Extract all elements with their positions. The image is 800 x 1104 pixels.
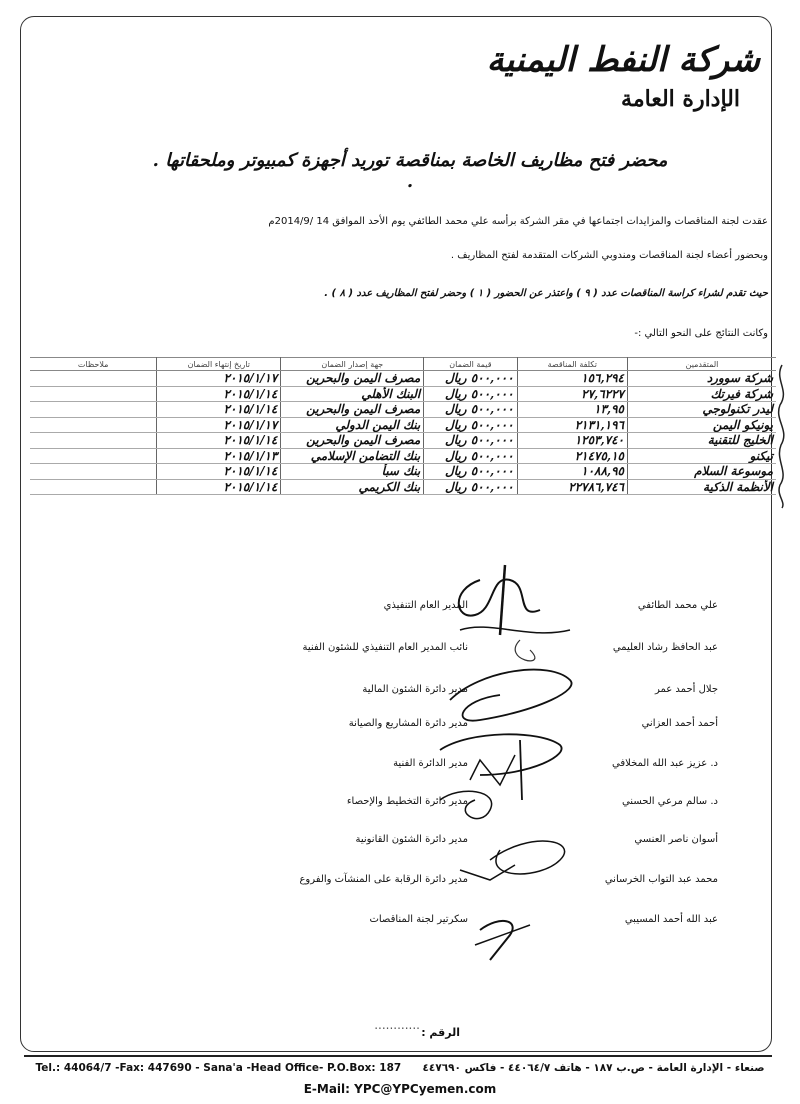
table-row bbox=[30, 402, 776, 418]
signatory-title: مدير الدائرة الفنية bbox=[393, 758, 468, 769]
cell: ٢٠١٥/١/١٣ bbox=[157, 448, 281, 464]
signatory-name: د. سالم مرعي الحسني bbox=[621, 796, 718, 807]
cell: بنك سبأ bbox=[281, 464, 424, 480]
cell bbox=[30, 386, 157, 402]
cell: شركة سوورد bbox=[628, 371, 777, 387]
signatory-title: مدير دائرة الرقابة على المنشآت والفروع bbox=[299, 874, 468, 885]
signatory-name: أحمد أحمد العزاني bbox=[641, 718, 718, 729]
margin-scribble-icon bbox=[772, 360, 792, 510]
cell: ٢٠١٥/١/١٧ bbox=[157, 417, 281, 433]
cell: ٢١٤٧٥,١٥ bbox=[517, 448, 627, 464]
cell bbox=[30, 371, 157, 387]
cell: ٥٠٠,٠٠٠ ريال bbox=[424, 448, 517, 464]
table-row bbox=[30, 386, 776, 402]
cell bbox=[30, 417, 157, 433]
cell: شركة فيرتك bbox=[628, 386, 777, 402]
col-cost: تكلفة المناقصة bbox=[517, 358, 627, 371]
paragraph-attendance: وبحضور أعضاء لجنة المناقصات ومندوبي الشركات المتقدمة لفتح المظاريف . bbox=[450, 250, 768, 261]
cell: ٥٠٠,٠٠٠ ريال bbox=[424, 386, 517, 402]
cell: ١٢٥٣,٧٤٠ bbox=[517, 433, 627, 449]
cell: يونيكو اليمن bbox=[628, 417, 777, 433]
cell: ٢٠١٥/١/١٤ bbox=[157, 479, 281, 495]
footer-english: Tel.: 44064/7 -Fax: 447690 - Sana'a -Head Office- P.O.Box: 187 bbox=[35, 1062, 402, 1074]
cell: ٢٠١٥/١/١٧ bbox=[157, 371, 281, 387]
cell: الخليج للتقنية bbox=[628, 433, 777, 449]
signatory-name: علي محمد الطائفي bbox=[637, 600, 718, 611]
cell: بنك الكريمي bbox=[281, 479, 424, 495]
signatory-title: مدير دائرة الشئون المالية bbox=[362, 684, 468, 695]
cell: ٢٧,٦٢٢٧ bbox=[517, 386, 627, 402]
table-row bbox=[30, 417, 776, 433]
cell: مصرف اليمن والبحرين bbox=[281, 433, 424, 449]
col-guarantee-issuer: جهة إصدار الضمان bbox=[281, 358, 424, 371]
signatory-title: المدير العام التنفيذي bbox=[383, 600, 468, 611]
cell: ٢٠١٥/١/١٤ bbox=[157, 464, 281, 480]
cell: موسوعة السلام bbox=[628, 464, 777, 480]
table-row bbox=[30, 464, 776, 480]
table-row bbox=[30, 433, 776, 449]
cell: البنك الأهلي bbox=[281, 386, 424, 402]
signatory-title: مدير دائرة التخطيط والإحصاء bbox=[346, 796, 468, 807]
paragraph-meeting: عقدت لجنة المناقصات والمزايدات اجتماعها في مقر الشركة برأسه علي محمد الطائفي يوم الأحد الموافق 14 /2014/9م bbox=[268, 216, 768, 227]
department-name: الإدارة العامة bbox=[621, 86, 740, 112]
cell: بنك التضامن الإسلامي bbox=[281, 448, 424, 464]
signatory-name: عبد الله أحمد المسيبي bbox=[624, 914, 718, 925]
signatory-title: نائب المدير العام التنفيذي للشئون الفنية bbox=[302, 642, 468, 653]
table-row bbox=[30, 371, 776, 387]
handwritten-signature-icon bbox=[420, 560, 590, 980]
cell: ٢٠١٥/١/١٤ bbox=[157, 433, 281, 449]
cell bbox=[30, 448, 157, 464]
cell: تيكنو bbox=[628, 448, 777, 464]
footer-contact bbox=[10, 1062, 790, 1074]
cell: ٥٠٠,٠٠٠ ريال bbox=[424, 479, 517, 495]
cell bbox=[30, 479, 157, 495]
cell: ٢١٣١,١٩٦ bbox=[517, 417, 627, 433]
cell: ١٥٦,٢٩٤ bbox=[517, 371, 627, 387]
cell: ٥٠٠,٠٠٠ ريال bbox=[424, 464, 517, 480]
reference-number-label: الرقم : bbox=[421, 1026, 460, 1039]
footer-arabic: صنعاء - الإدارة العامة - ص.ب ١٨٧ - هاتف ٤٤٠٦٤/٧ - فاكس ٤٤٧٦٩٠ bbox=[422, 1062, 765, 1074]
cell: بنك اليمن الدولي bbox=[281, 417, 424, 433]
signatory-name: محمد عبد التواب الخرساني bbox=[604, 874, 718, 885]
cell: ٥٠٠,٠٠٠ ريال bbox=[424, 371, 517, 387]
cell bbox=[30, 464, 157, 480]
cell: ٥٠٠,٠٠٠ ريال bbox=[424, 402, 517, 418]
table-row bbox=[30, 479, 776, 495]
footer-divider bbox=[24, 1055, 772, 1057]
cell: ٢٢٧٨٦,٧٤٦ bbox=[517, 479, 627, 495]
cell: ١٣,٩٥ bbox=[517, 402, 627, 418]
document-subject: محضر فتح مظاريف الخاصة بمناقصة توريد أجهزة كمبيوتر وملحقاتها . . bbox=[152, 150, 668, 192]
signatory-name: د. عزيز عبد الله المخلافي bbox=[611, 758, 718, 769]
cell: مصرف اليمن والبحرين bbox=[281, 371, 424, 387]
col-guarantee-value: قيمة الضمان bbox=[424, 358, 517, 371]
col-guarantee-expiry: تاريخ إنتهاء الضمان bbox=[157, 358, 281, 371]
footer-email: E-Mail: YPC@YPCyemen.com bbox=[303, 1082, 497, 1096]
cell: ٢٠١٥/١/١٤ bbox=[157, 386, 281, 402]
cell: ليدر تكنولوجي bbox=[628, 402, 777, 418]
cell: ٥٠٠,٠٠٠ ريال bbox=[424, 433, 517, 449]
cell bbox=[30, 402, 157, 418]
signatory-name: عبد الحافظ رشاد العليمي bbox=[612, 642, 718, 653]
cell: مصرف اليمن والبحرين bbox=[281, 402, 424, 418]
paragraph-count: حيث تقدم لشراء كراسة المناقصات عدد ( ٩ ) واعتذر عن الحضور ( ١ ) وحضر لفتح المظاريف عدد ( ٨ ) . bbox=[324, 288, 768, 299]
cell: ٥٠٠,٠٠٠ ريال bbox=[424, 417, 517, 433]
paragraph-results-intro: وكانت النتائج على النحو التالي :- bbox=[634, 328, 768, 339]
signatory-name: جلال أحمد عمر bbox=[654, 684, 718, 695]
reference-dots: ............ bbox=[374, 1018, 420, 1032]
cell: الأنظمة الذكية bbox=[628, 479, 777, 495]
signatory-title: سكرتير لجنة المناقصات bbox=[369, 914, 468, 925]
table-header-row bbox=[30, 358, 776, 371]
signatory-title: مدير دائرة الشئون القانونية bbox=[355, 834, 468, 845]
table-row bbox=[30, 448, 776, 464]
col-bidders: المتقدمين bbox=[628, 358, 777, 371]
cell bbox=[30, 433, 157, 449]
results-table bbox=[30, 357, 776, 495]
signatory-name: أسوان ناصر العنسي bbox=[634, 834, 718, 845]
cell: ١٠٨٨,٩٥ bbox=[517, 464, 627, 480]
signatory-title: مدير دائرة المشاريع والصيانة bbox=[348, 718, 468, 729]
company-name: شركة النفط اليمنية bbox=[486, 40, 760, 80]
col-notes: ملاحظات bbox=[30, 358, 157, 371]
cell: ٢٠١٥/١/١٤ bbox=[157, 402, 281, 418]
